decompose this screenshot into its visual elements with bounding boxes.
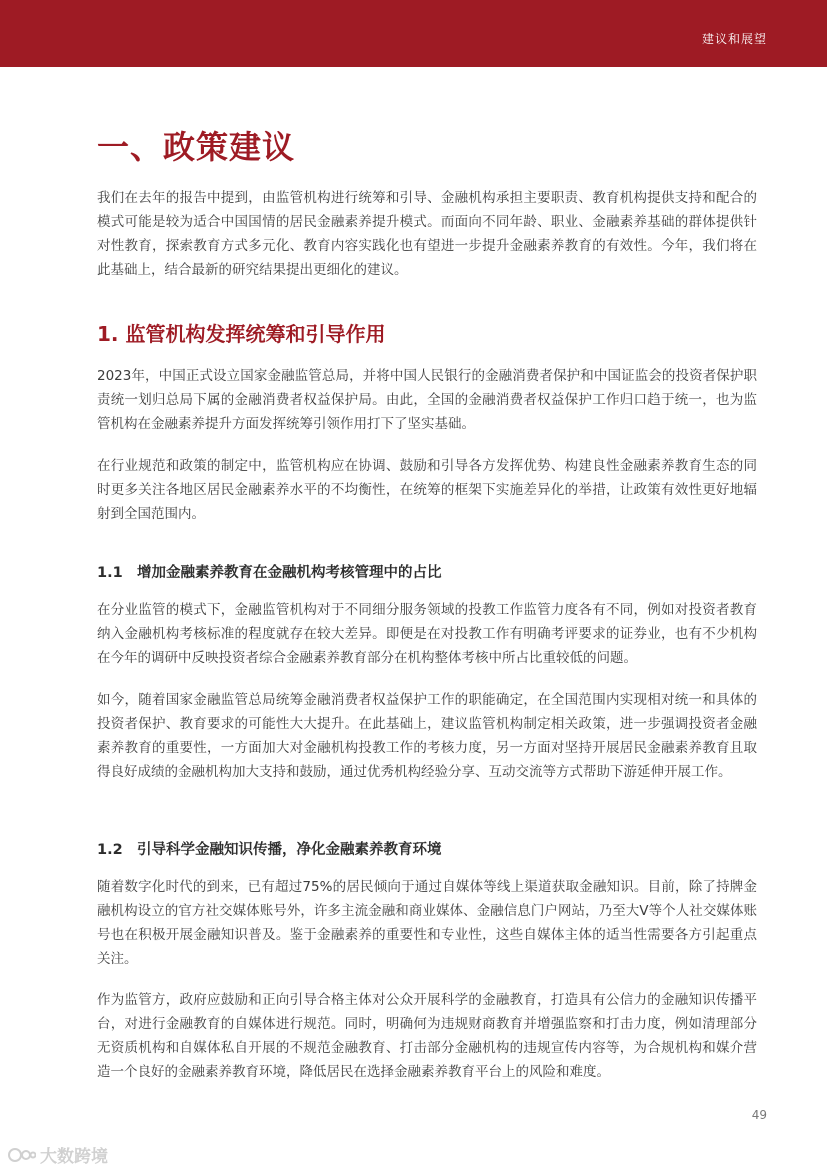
watermark (8, 1142, 108, 1167)
subsection-1-2-heading (97, 838, 442, 859)
section-1-paragraph-1: 2023年，中国正式设立国家金融监管总局，并将中国人民银行的金融消费者保护和中国证监会的投资者保护职责统一划归总局下属的金融消费者权益保护局。由此，全国的金融消费者权益保护工作归口趋于统一，也为监管机构在金融素养提升方面发挥统筹引领作用打下了坚实基础。 (97, 368, 757, 432)
page-title: 一、政策建议 (97, 128, 296, 166)
subsection-number: 1.1 (97, 565, 123, 581)
subsection-1-1-heading (97, 561, 442, 582)
subsection-1-2-paragraph-1: 随着数字化时代的到来，已有超过75%的居民倾向于通过自媒体等线上渠道获取金融知识。目前，除了持牌金融机构设立的官方社交媒体账号外，许多主流金融和商业媒体、金融信息门户网站，乃至大V等个人社交媒体账号也在积极开展金融知识普及。鉴于金融素养的重要性和专业性，这些自媒体主体的适当性需要各方引起重点关注。 (97, 879, 757, 967)
page-number: 49 (751, 1108, 767, 1122)
subsection-1-1-paragraph-1: 在分业监管的模式下，金融监管机构对于不同细分服务领域的投教工作监管力度各有不同，例如对投资者教育纳入金融机构考核标准的程度就存在较大差异。即便是在对投教工作有明确考评要求的证券业，也有不少机构在今年的调研中反映投资者综合金融素养教育部分在机构整体考核中所占比重较低的问题。 (97, 602, 757, 666)
section-1-paragraph-2: 在行业规范和政策的制定中，监管机构应在协调、鼓励和引导各方发挥优势、构建良性金融素养教育生态的同时更多关注各地区居民金融素养水平的不均衡性，在统筹的框架下实施差异化的举措，让政策有效性更好地辐射到全国范围内。 (97, 458, 757, 522)
subsection-title: 引导科学金融知识传播，净化金融素养教育环境 (137, 842, 442, 858)
section-1-heading: 1. 监管机构发挥统筹和引导作用 (97, 322, 386, 346)
subsection-number: 1.2 (97, 842, 123, 858)
watermark-logo-icon (8, 1146, 36, 1164)
subsection-title: 增加金融素养教育在金融机构考核管理中的占比 (137, 565, 442, 581)
subsection-1-1-paragraph-2: 如今，随着国家金融监管总局统筹金融消费者权益保护工作的职能确定，在全国范围内实现相对统一和具体的投资者保护、教育要求的可能性大大提升。在此基础上，建议监管机构制定相关政策，进一步强调投资者金融素养教育的重要性，一方面加大对金融机构投教工作的考核力度，另一方面对坚持开展居民金融素养教育且取得良好成绩的金融机构加大支持和鼓励，通过优秀机构经验分享、互动交流等方式帮助下游延伸开展工作。 (97, 692, 757, 780)
watermark-text: 大数跨境 (40, 1147, 108, 1167)
subsection-1-2-paragraph-2: 作为监管方，政府应鼓励和正向引导合格主体对公众开展科学的金融教育，打造具有公信力的金融知识传播平台，对进行金融教育的自媒体进行规范。同时，明确何为违规财商教育并增强监察和打击力度，例如清理部分无资质机构和自媒体私自开展的不规范金融教育、打击部分金融机构的违规宣传内容等，为合规机构和媒介营造一个良好的金融素养教育环境，降低居民在选择金融素养教育平台上的风险和难度。 (97, 992, 757, 1080)
header-bar (0, 0, 827, 67)
intro-paragraph: 我们在去年的报告中提到，由监管机构进行统筹和引导、金融机构承担主要职责、教育机构提供支持和配合的模式可能是较为适合中国国情的居民金融素养提升模式。而面向不同年龄、职业、金融素养基础的群体提供针对性教育，探索教育方式多元化、教育内容实践化也有望进一步提升金融素养教育的有效性。今年，我们将在此基础上，结合最新的研究结果提出更细化的建议。 (97, 190, 757, 278)
section-label: 建议和展望 (701, 32, 767, 46)
